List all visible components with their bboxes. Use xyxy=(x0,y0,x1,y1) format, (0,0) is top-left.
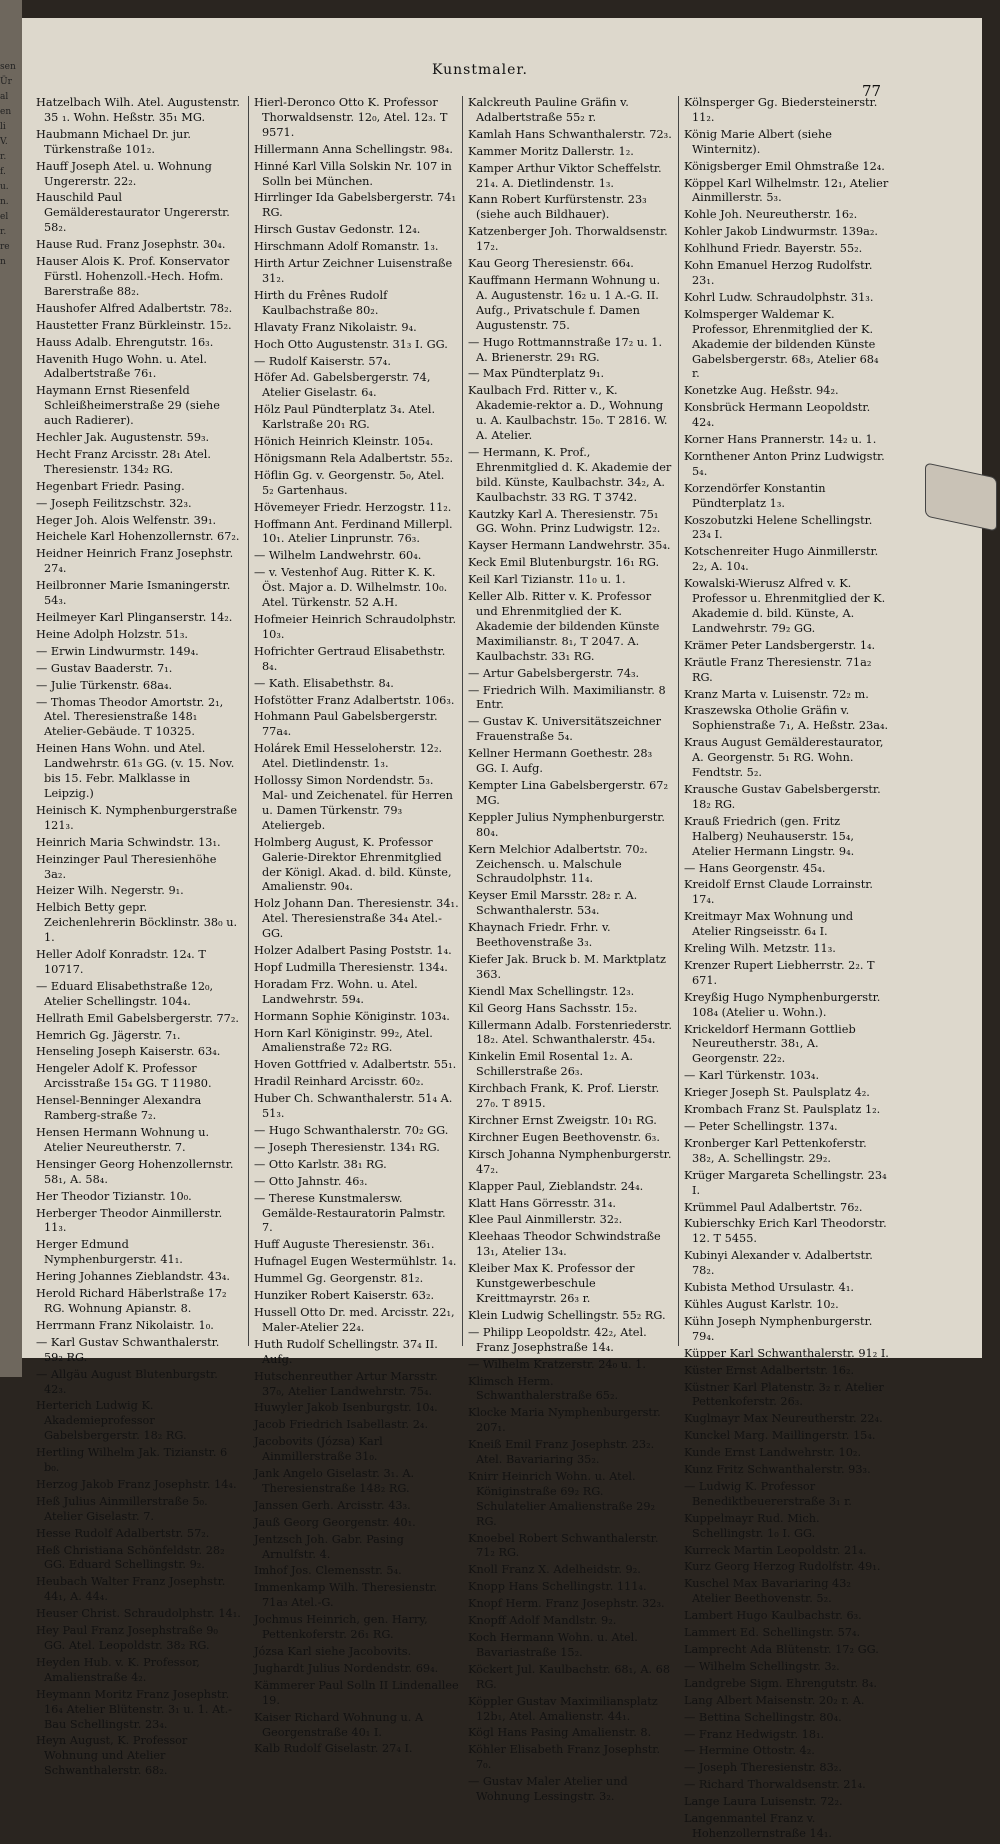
directory-entry: Hemrich Gg. Jägerstr. 7₁. xyxy=(36,1028,181,1042)
directory-entry: Kau Georg Theresienstr. 66₄. xyxy=(468,257,634,271)
directory-entry: Lambert Hugo Kaulbachstr. 6₃. xyxy=(684,1609,862,1623)
directory-entry: Heinen Hans Wohn. und Atel. Landwehrstr. 61₃ GG. (v. 15. Nov. bis 15. Febr. Malklasse in Leipzig.) xyxy=(36,742,235,800)
directory-entry: Kunckel Marg. Maillingerstr. 15₄. xyxy=(684,1429,876,1443)
directory-entry: Hirth Artur Zeichner Luisenstraße 31₂. xyxy=(254,257,453,285)
directory-entry: Hey Paul Franz Josephstraße 9₀ GG. Atel. Leopoldstr. 38₂ RG. xyxy=(36,1624,218,1652)
directory-entry: Heidner Heinrich Franz Josephstr. 27₄. xyxy=(36,547,234,576)
directory-entry: Kleiber Max K. Professor der Kunstgewerbeschule Kreittmayrstr. 26₃ r. xyxy=(468,1262,635,1305)
directory-entry: Knopf Herm. Franz Josephstr. 32₃. xyxy=(468,1597,665,1611)
directory-entry: Kreitmayr Max Wohnung und Atelier Ringseisstr. 6₄ I. xyxy=(684,910,854,939)
directory-entry: Heinisch K. Nymphenburgerstraße 121₃. xyxy=(36,803,238,832)
directory-entry: Koch Hermann Wohn. u. Atel. Bavariastraße 15₂. xyxy=(468,1631,638,1659)
directory-entry: Hecht Franz Arcisstr. 28₁ Atel. Theresienstr. 134₂ RG. xyxy=(36,447,211,476)
directory-entry: Küster Ernst Adalbertstr. 16₂. xyxy=(684,1363,855,1377)
directory-entry: Kolmsperger Waldemar K. Professor, Ehrenmitglied der K. Akademie der bildenden Künste Gabelsbergerstr. 68₃, Atelier 68₄ r. xyxy=(684,307,879,381)
directory-entry: Hesse Rudolf Adalbertstr. 57₂. xyxy=(36,1526,210,1540)
directory-entry: Köhler Elisabeth Franz Josephstr. 7₀. xyxy=(468,1743,661,1772)
directory-entry: — Hugo Rottmannstraße 17₂ u. 1. A. Brienerstr. 29₁ RG. xyxy=(468,335,663,364)
directory-entry: Kleehaas Theodor Schwindstraße 13₁, Atelier 13₄. xyxy=(468,1230,661,1259)
directory-entry: Herrmann Franz Nikolaistr. 1₀. xyxy=(36,1318,214,1332)
directory-entry: — Peter Schellingstr. 137₄. xyxy=(684,1120,838,1133)
directory-entry: Kempter Lina Gabelsbergerstr. 67₂ MG. xyxy=(468,778,669,807)
directory-entry: Hohmann Paul Gabelsbergerstr. 77a₄. xyxy=(254,710,438,739)
directory-entry: Kneiß Emil Franz Josephstr. 23₂. Atel. Bavariaring 35₂. xyxy=(468,1438,655,1467)
directory-entry: Hradil Reinhard Arcisstr. 60₂. xyxy=(254,1075,424,1089)
directory-entry: Kinkelin Emil Rosental 1₂. A. Schillerstraße 26₃. xyxy=(468,1050,633,1079)
directory-entry: — Ludwig K. Professor Benediktbeuererstraße 3₁ r. xyxy=(684,1479,852,1508)
directory-entry: Heinrich Maria Schwindstr. 13₁. xyxy=(36,835,221,849)
directory-entry: — Otto Jahnstr. 46₃. xyxy=(254,1174,368,1188)
directory-entry: Kögl Hans Pasing Amalienstr. 8. xyxy=(468,1726,652,1740)
directory-entry: Heinzinger Paul Theresienhöhe 3a₂. xyxy=(36,852,217,881)
directory-entry: Konetzke Aug. Heßstr. 94₂. xyxy=(684,384,839,398)
directory-entry: Helbich Betty gepr. Zeichenlehrerin Böcklinstr. 38₀ u. 1. xyxy=(36,901,238,945)
directory-entry: — Franz Hedwigstr. 18₁. xyxy=(684,1727,825,1741)
directory-entry: Kreidolf Ernst Claude Lorrainstr. 17₄. xyxy=(684,878,873,907)
directory-entry: Hoch Otto Augustenstr. 31₃ I. GG. xyxy=(254,337,448,351)
directory-entry: Krümmel Paul Adalbertstr. 76₂. xyxy=(684,1200,863,1214)
directory-entry: Heß Christiana Schönfeldstr. 28₂ GG. Eduard Schellingstr. 9₂. xyxy=(36,1543,225,1572)
directory-entry: Lange Laura Luisenstr. 72₂. xyxy=(684,1795,843,1809)
directory-entry: Jauß Georg Georgenstr. 40₁. xyxy=(254,1515,416,1529)
directory-entry: Kraus August Gemälderestaurator, A. Georgenstr. 5₁ RG. Wohn. Fendtstr. 5₂. xyxy=(684,736,884,780)
directory-entry: Krombach Franz St. Paulsplatz 1₂. xyxy=(684,1103,881,1117)
directory-entry: Heubach Walter Franz Josephstr. 44₁, A. 44₄. xyxy=(36,1575,226,1604)
directory-entry: Janssen Gerh. Arcisstr. 43₃. xyxy=(254,1498,411,1512)
directory-entry: Kowalski-Wierusz Alfred v. K. Professor u. Ehrenmitglied der K. Akademie d. bild. Künste, A. Landwehrstr. 79₂ GG. xyxy=(684,577,886,635)
directory-entry: Kayser Hermann Landwehrstr. 35₄. xyxy=(468,539,671,553)
directory-entry: Kronberger Karl Pettenkoferstr. 38₂, A. Schellingstr. 29₂. xyxy=(684,1136,867,1165)
directory-entry: Kornthener Anton Prinz Ludwigstr. 5₄. xyxy=(684,449,885,478)
directory-entry: Khaynach Friedr. Frhr. v. Beethovenstraße 3₃. xyxy=(468,921,611,950)
directory-entry: — Allgäu August Blutenburgstr. 42₃. xyxy=(36,1367,218,1396)
directory-entry: Heller Adolf Konradstr. 12₄. T 10717. xyxy=(36,948,206,976)
directory-entry: — Hugo Schwanthalerstr. 70₂ GG. xyxy=(254,1124,449,1137)
directory-entry: Kann Robert Kurfürstenstr. 23₃ (siehe auch Bildhauer). xyxy=(468,193,647,222)
directory-entry: Knirr Heinrich Wohn. u. Atel. Königinstraße 69₂ RG. Schulatelier Amalienstraße 29₂ RG. xyxy=(468,1469,656,1528)
directory-entry: Langenmantel Franz v. Hohenzollernstraße 14₁. xyxy=(684,1812,833,1840)
directory-entry: — Gustav K. Universitätszeichner Frauenstraße 5₄. xyxy=(468,715,661,744)
directory-entry: Hensinger Georg Hohenzollernstr. 58₁, A. 58₄. xyxy=(36,1157,234,1186)
directory-entry: Kirsch Johanna Nymphenburgerstr. 47₂. xyxy=(468,1147,672,1176)
directory-entry: Herberger Theodor Ainmillerstr. 11₃. xyxy=(36,1206,223,1235)
directory-entry: — Bettina Schellingstr. 80₄. xyxy=(684,1710,842,1724)
directory-entry: — Philipp Leopoldstr. 42₂, Atel. Franz Josephstraße 14₄. xyxy=(468,1325,647,1354)
directory-entry: — Otto Karlstr. 38₁ RG. xyxy=(254,1157,387,1171)
directory-entry: Hirsch Gustav Gedonstr. 12₄. xyxy=(254,223,421,237)
directory-entry: Horn Karl Königinstr. 99₂, Atel. Amalienstraße 72₂ RG. xyxy=(254,1026,433,1055)
directory-entry: Holz Johann Dan. Theresienstr. 34₁. Atel. Theresienstraße 34₄ Atel.-GG. xyxy=(254,897,459,941)
directory-entry: Hutschenreuther Artur Marsstr. 37₀, Atelier Landwehrstr. 75₄. xyxy=(254,1369,438,1398)
directory-entry: Kräutle Franz Theresienstr. 71a₂ RG. xyxy=(684,655,872,684)
directory-entry: Küpper Karl Schwanthalerstr. 91₂ I. xyxy=(684,1346,889,1360)
directory-entry: Kohler Jakob Lindwurmstr. 139a₂. xyxy=(684,225,879,239)
directory-entry: Knopff Adolf Mandlstr. 9₂. xyxy=(468,1614,617,1628)
directory-entry: Heine Adolph Holzstr. 51₃. xyxy=(36,627,188,641)
directory-entry: Jacobovits (Józsa) Karl Ainmillerstraße 31₀. xyxy=(254,1435,383,1464)
directory-entry: Kirchner Eugen Beethovenstr. 6₃. xyxy=(468,1130,660,1144)
directory-entry: Landgrebe Sigm. Ehrengutstr. 8₄. xyxy=(684,1676,877,1690)
directory-entry: Huber Ch. Schwanthalerstr. 51₄ A. 51₃. xyxy=(254,1092,453,1121)
directory-entry: — Therese Kunstmalersw. Gemälde-Restauratorin Palmstr. 7. xyxy=(254,1191,446,1235)
directory-entry: — Gustav Maler Atelier und Wohnung Lessingstr. 3₂. xyxy=(468,1775,628,1804)
directory-entry: Hussell Otto Dr. med. Arcisstr. 22₁, Maler-Atelier 22₄. xyxy=(254,1305,455,1334)
directory-entry: Hollossy Simon Nordendstr. 5₃. Mal- und Zeichenatel. für Herren u. Damen Türkenstr. 79₃ Ateliergeb. xyxy=(254,774,453,832)
directory-entry: Köppel Karl Wilhelmstr. 12₁, Atelier Ainmillerstr. 5₃. xyxy=(684,176,889,205)
directory-entry: Klapper Paul, Zieblandstr. 24₄. xyxy=(468,1179,644,1193)
directory-entry: Holmberg August, K. Professor Galerie-Direktor Ehrenmitglied der Königl. Akad. d. bild. Künste, Amalienstr. 90₄. xyxy=(254,835,452,894)
directory-entry: Keck Emil Blutenburgstr. 16₁ RG. xyxy=(468,556,660,570)
directory-entry: Kamper Arthur Viktor Scheffelstr. 21₄. A. Dietlindenstr. 1₃. xyxy=(468,161,662,190)
directory-entry: Kuglmayr Max Neureutherstr. 22₄. xyxy=(684,1412,883,1426)
adjacent-page-edge xyxy=(0,0,22,1377)
directory-entry: Kühn Joseph Nymphenburgerstr. 79₄. xyxy=(684,1314,873,1343)
directory-entry: Kubinyi Alexander v. Adalbertstr. 78₂. xyxy=(684,1249,873,1278)
directory-entry: Kraszewska Otholie Gräfin v. Sophienstraße 7₁, A. Heßstr. 23a₄. xyxy=(684,704,889,733)
column-divider xyxy=(678,96,679,1346)
directory-entry: Hoffmann Ant. Ferdinand Millerpl. 10₁. Atelier Linprunstr. 76₃. xyxy=(254,517,453,546)
directory-entry: Haushofer Alfred Adalbertstr. 78₂. xyxy=(36,301,233,315)
directory-entry: — Hermine Ottostr. 4₂. xyxy=(684,1744,815,1758)
column-4 xyxy=(684,96,889,1844)
directory-entry: Hönich Heinrich Kleinstr. 105₄. xyxy=(254,435,434,449)
directory-entry: Hauser Alois K. Prof. Konservator Fürstl. Hohenzoll.-Hech. Hofm. Barerstraße 88₂. xyxy=(36,255,230,298)
directory-entry: — Joseph Theresienstr. 134₁ RG. xyxy=(254,1140,440,1154)
directory-entry: Kubierschky Erich Karl Theodorstr. 12. T 5455. xyxy=(684,1217,887,1246)
directory-entry: Kreyßig Hugo Nymphenburgerstr. 108₄ (Atelier u. Wohn.). xyxy=(684,990,881,1019)
directory-entry: Hauff Joseph Atel. u. Wohnung Ungererstr. 22₂. xyxy=(36,159,212,188)
directory-entry: Holárek Emil Hesseloherstr. 12₂. Atel. Dietlindenstr. 1₃. xyxy=(254,742,443,771)
directory-entry: Kirchbach Frank, K. Prof. Lierstr. 27₀. T 8915. xyxy=(468,1082,660,1111)
directory-entry: Kurreck Martin Leopoldstr. 21₄. xyxy=(684,1543,867,1557)
directory-entry: Hillermann Anna Schellingstr. 98₄. xyxy=(254,142,453,156)
directory-entry: Höfer Ad. Gabelsbergerstr. 74, Atelier Giselastr. 6₄. xyxy=(254,371,431,400)
directory-entry: Katzenberger Joh. Thorwaldsenstr. 17₂. xyxy=(468,225,668,254)
directory-entry: Holzer Adalbert Pasing Poststr. 1₄. xyxy=(254,944,452,958)
directory-entry: Huth Rudolf Schellingstr. 37₄ II. Aufg. xyxy=(254,1337,438,1366)
directory-entry: — Erwin Lindwurmstr. 149₄. xyxy=(36,644,199,658)
directory-entry: Herzog Jakob Franz Josephstr. 14₄. xyxy=(36,1477,237,1491)
directory-entry: Klatt Hans Görresstr. 31₄. xyxy=(468,1196,616,1210)
directory-entry: Kamlah Hans Schwanthalerstr. 72₃. xyxy=(468,127,672,141)
directory-entry: — Thomas Theodor Amortstr. 2₁, Atel. Theresienstraße 148₁ Atelier-Gebäude. T 10325. xyxy=(36,695,224,739)
directory-entry: Kalb Rudolf Giselastr. 27₄ I. xyxy=(254,1742,413,1756)
directory-entry: Korzendörfer Konstantin Pündterplatz 1₃. xyxy=(684,481,826,510)
directory-entry: — Julie Türkenstr. 68a₄. xyxy=(36,678,173,692)
directory-entry: Lang Albert Maisenstr. 20₂ r. A. xyxy=(684,1693,865,1707)
column-divider xyxy=(248,96,249,1346)
directory-entry: Hering Johannes Zieblandstr. 43₄. xyxy=(36,1270,231,1284)
directory-entry: Hummel Gg. Georgenstr. 81₂. xyxy=(254,1272,424,1286)
directory-entry: Herterich Ludwig K. Akademieprofessor Gabelsbergerstr. 18₂ RG. xyxy=(36,1399,187,1443)
directory-entry: Haustetter Franz Bürkleinstr. 15₂. xyxy=(36,318,232,332)
directory-entry: Hoven Gottfried v. Adalbertstr. 55₁. xyxy=(254,1058,457,1072)
directory-entry: Hirschmann Adolf Romanstr. 1₃. xyxy=(254,240,439,254)
directory-entry: — Friedrich Wilh. Maximilianstr. 8 Entr. xyxy=(468,683,666,712)
directory-entry: Lammert Ed. Schellingstr. 57₄. xyxy=(684,1626,861,1640)
column-1 xyxy=(36,96,241,1781)
directory-entry: Heuser Christ. Schraudolphstr. 14₁. xyxy=(36,1607,241,1621)
directory-entry: Kotschenreiter Hugo Ainmillerstr. 2₂, A. 10₄. xyxy=(684,545,879,574)
directory-entry: Hirth du Frênes Rudolf Kaulbachstraße 80₂. xyxy=(254,288,388,317)
directory-entry: Herger Edmund Nymphenburgerstr. 41₁. xyxy=(36,1238,183,1267)
directory-entry: Kirchner Ernst Zweigstr. 10₁ RG. xyxy=(468,1114,657,1127)
directory-entry: Kohle Joh. Neureutherstr. 16₂. xyxy=(684,208,858,222)
directory-entry: — Karl Türkenstr. 103₄. xyxy=(684,1069,820,1083)
directory-entry: Hegenbart Friedr. Pasing. xyxy=(36,479,185,493)
directory-entry: — Joseph Theresienstr. 83₂. xyxy=(684,1761,842,1775)
directory-entry: Klocke Maria Nymphenburgerstr. 207₁. xyxy=(468,1406,661,1435)
directory-entry: Huwyler Jakob Isenburgstr. 10₄. xyxy=(254,1401,438,1415)
directory-entry: Heger Joh. Alois Welfenstr. 39₁. xyxy=(36,513,217,527)
directory-entry: Hertling Wilhelm Jak. Tizianstr. 6 b₀. xyxy=(36,1446,228,1475)
directory-entry: Hölz Paul Pündterplatz 3₄. Atel. Karlstraße 20₁ RG. xyxy=(254,403,436,432)
directory-entry: Krausche Gustav Gabelsbergerstr. 18₂ RG. xyxy=(684,782,881,811)
directory-entry: Haymann Ernst Riesenfeld Schleißheimerstraße 29 (siehe auch Radierer). xyxy=(36,384,220,428)
directory-entry: Königsberger Emil Ohmstraße 12₄. xyxy=(684,159,885,173)
directory-entry: Kohrl Ludw. Schraudolphstr. 31₃. xyxy=(684,290,874,304)
directory-entry: Küstner Karl Platenstr. 3₂ r. Atelier Pettenkoferstr. 26₃. xyxy=(684,1380,884,1409)
directory-entry: — v. Vestenhof Aug. Ritter K. K. Öst. Major a. D. Wilhelmstr. 10₀. Atel. Türkenstr. 52 A.H. xyxy=(254,566,448,610)
directory-entry: — Joseph Feilitzschstr. 32₃. xyxy=(36,496,192,510)
directory-entry: Jochmus Heinrich, gen. Harry, Pettenkoferstr. 26₁ RG. xyxy=(254,1613,428,1642)
directory-entry: Heilmeyer Karl Plinganserstr. 14₂. xyxy=(36,611,233,624)
directory-entry: Hechler Jak. Augustenstr. 59₃. xyxy=(36,431,210,445)
directory-entry: Kil Georg Hans Sachsstr. 15₂. xyxy=(468,1001,638,1015)
directory-entry: Henseling Joseph Kaiserstr. 63₄. xyxy=(36,1045,221,1059)
directory-entry: Kranz Marta v. Luisenstr. 72₂ m. xyxy=(684,687,869,701)
directory-entry: Keil Karl Tizianstr. 11₀ u. 1. xyxy=(468,573,626,587)
directory-entry: Hönigsmann Rela Adalbertstr. 55₂. xyxy=(254,451,454,465)
directory-entry: Hauss Adalb. Ehrengutstr. 16₃. xyxy=(36,335,214,349)
directory-entry: — Hans Georgenstr. 45₄. xyxy=(684,861,826,875)
directory-entry: Hufnagel Eugen Westermühlstr. 1₄. xyxy=(254,1255,457,1269)
directory-entry: Hirrlinger Ida Gabelsbergerstr. 74₁ RG. xyxy=(254,191,456,220)
directory-entry: Kunz Fritz Schwanthalerstr. 93₃. xyxy=(684,1463,871,1477)
directory-entry: Heyden Hub. v. K. Professor, Amalienstraße 4₂. xyxy=(36,1655,200,1684)
directory-entry: Konsbrück Hermann Leopoldstr. 42₄. xyxy=(684,401,871,430)
directory-entry: Hinné Karl Villa Solskin Nr. 107 in Solln bei München. xyxy=(254,159,452,188)
running-title: Kunstmaler. xyxy=(432,62,528,78)
directory-entry: Koszobutzki Helene Schellingstr. 23₄ I. xyxy=(684,513,873,542)
directory-entry: Knoll Franz X. Adelheidstr. 9₂. xyxy=(468,1563,641,1577)
directory-entry: Herold Richard Häberlstraße 17₂ RG. Wohnung Apianstr. 8. xyxy=(36,1287,227,1315)
directory-entry: Kohlhund Friedr. Bayerstr. 55₂. xyxy=(684,242,863,256)
directory-entry: Hunziker Robert Kaiserstr. 63₂. xyxy=(254,1289,435,1303)
directory-entry: Hensel-Benninger Alexandra Ramberg-straße 7₂. xyxy=(36,1094,202,1123)
directory-entry: Krenzer Rupert Liebherrstr. 2₂. T 671. xyxy=(684,958,875,987)
directory-entry: — Eduard Elisabethstraße 12₀, Atelier Schellingstr. 104₄. xyxy=(36,979,214,1008)
directory-entry: Kellner Hermann Goethestr. 28₃ GG. I. Aufg. xyxy=(468,747,653,776)
column-divider xyxy=(462,96,463,1346)
directory-entry: Killermann Adalb. Forstenriederstr. 18₂. Atel. Schwanthalerstr. 45₄. xyxy=(468,1018,672,1047)
directory-entry: Heyn August, K. Professor Wohnung und Atelier Schwanthalerstr. 68₂. xyxy=(36,1734,188,1778)
directory-entry: — Wilhelm Schellingstr. 3₂. xyxy=(684,1659,840,1673)
directory-entry: Kaiser Richard Wohnung u. A Georgenstraße 40₁ I. xyxy=(254,1710,424,1739)
directory-entry: Klimsch Herm. Schwanthalerstraße 65₂. xyxy=(468,1374,619,1403)
directory-entry: Krauß Friedrich (gen. Fritz Halberg) Neuhauserstr. 15₄, Atelier Hermann Lingstr. 9₄. xyxy=(684,814,855,858)
directory-entry: Jentzsch Joh. Gabr. Pasing Arnulfstr. 4. xyxy=(254,1532,404,1561)
directory-entry: Hauschild Paul Gemälderestaurator Ungererstr. 58₂. xyxy=(36,191,230,235)
directory-entry: Krickeldorf Hermann Gottlieb Neureutherstr. 38₁, A. Georgenstr. 22₂. xyxy=(684,1022,856,1066)
directory-entry: Kämmerer Paul Solln II Lindenallee 19. xyxy=(254,1678,459,1707)
directory-entry: Kauffmann Hermann Wohnung u. A. Augustenstr. 16₂ u. 1 A.-G. II. Aufg., Privatschule f. Damen Augustenstr. 75. xyxy=(468,273,661,332)
directory-entry: Knoebel Robert Schwanthalerstr. 71₂ RG. xyxy=(468,1531,659,1560)
directory-entry: König Marie Albert (siehe Winternitz). xyxy=(684,127,832,156)
directory-entry: Hause Rud. Franz Josephstr. 30₄. xyxy=(36,238,226,252)
directory-entry: Heichele Karl Hohenzollernstr. 67₂. xyxy=(36,530,240,544)
directory-entry: Imhof Jos. Clemensstr. 5₄. xyxy=(254,1564,402,1578)
directory-entry: Jank Angelo Giselastr. 3₁. A. Theresienstraße 148₂ RG. xyxy=(254,1467,415,1495)
directory-entry: — Kath. Elisabethstr. 8₄. xyxy=(254,676,394,690)
directory-entry: Keyser Emil Marsstr. 28₂ r. A. Schwanthalerstr. 53₄. xyxy=(468,889,638,918)
directory-entry: Kaulbach Frd. Ritter v., K. Akademie-rektor a. D., Wohnung u. A. Kaulbachstr. 15₀. T 2816. W. A. Atelier. xyxy=(468,384,668,443)
directory-entry: Klee Paul Ainmillerstr. 32₂. xyxy=(468,1213,623,1227)
directory-entry: Heß Julius Ainmillerstraße 5₀. Atelier Giselastr. 7. xyxy=(36,1494,208,1523)
adjacent-page-fragment: sen Ür al en li V. r. f. u. n. el r. re n xyxy=(0,62,16,267)
directory-entry: — Rudolf Kaiserstr. 57₄. xyxy=(254,354,391,368)
directory-entry: Józsa Karl siehe Jacobovits. xyxy=(254,1645,412,1658)
directory-entry: Krüger Margareta Schellingstr. 23₄ I. xyxy=(684,1168,887,1197)
directory-entry: Kalckreuth Pauline Gräfin v. Adalbertstraße 55₂ r. xyxy=(468,96,629,124)
directory-entry: Knopp Hans Schellingstr. 111₄. xyxy=(468,1580,647,1594)
directory-entry: Kuppelmayr Rud. Mich. Schellingstr. 1₀ I. GG. xyxy=(684,1511,820,1540)
directory-entry: Keller Alb. Ritter v. K. Professor und Ehrenmitglied der K. Akademie der bildenden Künste Maximilianstr. 8₁, T 2047. A. Kaulbachstr. 33₁ RG. xyxy=(468,590,660,663)
directory-entry: Kiendl Max Schellingstr. 12₃. xyxy=(468,984,635,998)
directory-entry: Kölnsperger Gg. Biedersteinerstr. 11₂. xyxy=(684,96,878,124)
directory-entry: Hellrath Emil Gabelsbergerstr. 77₂. xyxy=(36,1011,239,1025)
directory-entry: Haubmann Michael Dr. jur. Türkenstraße 101₂. xyxy=(36,127,192,156)
directory-entry: — Gustav Baaderstr. 7₁. xyxy=(36,661,173,675)
directory-entry: Hensen Hermann Wohnung u. Atelier Neureutherstr. 7. xyxy=(36,1126,210,1154)
directory-entry: Kautzky Karl A. Theresienstr. 75₁ GG. Wohn. Prinz Ludwigstr. 12₂. xyxy=(468,507,661,536)
directory-entry: Kohn Emanuel Herzog Rudolfstr. 23₁. xyxy=(684,259,873,287)
directory-entry: Hierl-Deronco Otto K. Professor Thorwaldsenstr. 12₀, Atel. 12₃. T 9571. xyxy=(254,96,448,139)
column-2 xyxy=(254,96,459,1759)
page-number: 77 xyxy=(862,82,882,100)
directory-entry: Havenith Hugo Wohn. u. Atel. Adalbertstraße 76₁. xyxy=(36,352,207,381)
directory-entry: Hlavaty Franz Nikolaistr. 9₄. xyxy=(254,320,417,334)
directory-entry: — Wilhelm Kratzerstr. 24₀ u. 1. xyxy=(468,1357,646,1371)
directory-entry: — Wilhelm Landwehrstr. 60₄. xyxy=(254,549,422,563)
directory-entry: Hormann Sophie Königinstr. 103₄. xyxy=(254,1009,450,1023)
directory-entry: Köckert Jul. Kaulbachstr. 68₁, A. 68 RG. xyxy=(468,1662,671,1691)
directory-entry: Klein Ludwig Schellingstr. 55₂ RG. xyxy=(468,1308,666,1322)
directory-entry: — Richard Thorwaldsenstr. 21₄. xyxy=(684,1778,866,1792)
directory-entry: Kreling Wilh. Metzstr. 11₃. xyxy=(684,942,836,956)
directory-entry: — Max Pündterplatz 9₁. xyxy=(468,367,605,381)
directory-entry: Heizer Wilh. Negerstr. 9₁. xyxy=(36,884,184,898)
directory-entry: Hofrichter Gertraud Elisabethstr. 8₄. xyxy=(254,644,446,673)
directory-entry: Lamprecht Ada Blütenstr. 17₂ GG. xyxy=(684,1643,879,1656)
directory-entry: Heilbronner Marie Ismaningerstr. 54₃. xyxy=(36,579,231,608)
directory-page xyxy=(22,18,982,1840)
directory-entry: Kammer Moritz Dallerstr. 1₂. xyxy=(468,144,634,158)
directory-entry: — Karl Gustav Schwanthalerstr. 59₂ RG. xyxy=(36,1335,220,1364)
directory-entry: Köppler Gustav Maximiliansplatz 12b₁, Atel. Amalienstr. 44₁. xyxy=(468,1694,658,1723)
directory-entry: Hengeler Adolf K. Professor Arcisstraße 15₄ GG. T 11980. xyxy=(36,1062,212,1091)
directory-entry: Hofstötter Franz Adalbertstr. 106₃. xyxy=(254,693,455,707)
directory-entry: Huff Auguste Theresienstr. 36₁. xyxy=(254,1238,435,1252)
directory-entry: Hopf Ludmilla Theresienstr. 134₄. xyxy=(254,960,448,974)
directory-entry: Korner Hans Prannerstr. 14₂ u. 1. xyxy=(684,433,877,447)
directory-entry: Keppler Julius Nymphenburgerstr. 80₄. xyxy=(468,810,666,839)
directory-entry: Krieger Joseph St. Paulsplatz 4₂. xyxy=(684,1086,870,1100)
directory-entry: — Hermann, K. Prof., Ehrenmitglied d. K. Akademie der bild. Künste, Kaulbachstr. 34₂, A. Kaulbachstr. 33 RG. T 3742. xyxy=(468,445,672,504)
directory-entry: Kiefer Jak. Bruck b. M. Marktplatz 363. xyxy=(468,952,666,981)
directory-entry: Kubista Method Ursulastr. 4₁. xyxy=(684,1281,854,1295)
directory-entry: Heymann Moritz Franz Josephstr. 16₄ Atelier Blütenstr. 3₁ u. 1. At.-Bau Schellingstr. 23₄. xyxy=(36,1687,232,1731)
directory-entry: Horadam Frz. Wohn. u. Atel. Landwehrstr. 59₄. xyxy=(254,977,418,1006)
directory-entry: Immenkamp Wilh. Theresienstr. 71a₃ Atel.-G. xyxy=(254,1581,438,1610)
directory-entry: Kurz Georg Herzog Rudolfstr. 49₁. xyxy=(684,1560,881,1574)
directory-entry: Kunde Ernst Landwehrstr. 10₂. xyxy=(684,1446,862,1460)
directory-entry: Kühles August Karlstr. 10₂. xyxy=(684,1297,839,1311)
directory-entry: Höflin Gg. v. Georgenstr. 5₀, Atel. 5₂ Gartenhaus. xyxy=(254,468,445,497)
directory-entry: Kern Melchior Adalbertstr. 70₂. Zeichensch. u. Malschule Schraudolphstr. 11₄. xyxy=(468,842,648,886)
directory-entry: Her Theodor Tizianstr. 10₀. xyxy=(36,1189,192,1203)
column-3 xyxy=(468,96,673,1807)
directory-entry: Jacob Friedrich Isabellastr. 2₄. xyxy=(254,1418,429,1432)
directory-entry: Hofmeier Heinrich Schraudolphstr. 10₃. xyxy=(254,613,457,641)
directory-entry: Krämer Peter Landsbergerstr. 1₄. xyxy=(684,638,876,652)
directory-entry: Hatzelbach Wilh. Atel. Augustenstr. 35 ₁. Wohn. Heßstr. 35₁ MG. xyxy=(36,96,240,124)
directory-entry: — Artur Gabelsbergerstr. 74₃. xyxy=(468,666,640,680)
directory-entry: Kuschel Max Bavariaring 43₂ Atelier Beethovenstr. 5₂. xyxy=(684,1577,851,1606)
directory-entry: Jughardt Julius Nordendstr. 69₄. xyxy=(254,1661,439,1675)
directory-entry: Hövemeyer Friedr. Herzogstr. 11₂. xyxy=(254,500,452,514)
